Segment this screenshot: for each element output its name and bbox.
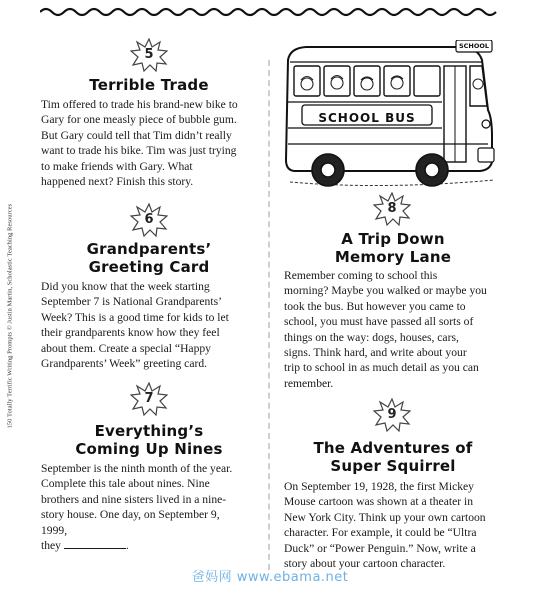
text-line: to make friends with Gary. What [41, 159, 193, 173]
text-line: On September 19, 1928, the first Mickey [284, 480, 474, 493]
blank-suffix: . [125, 539, 129, 553]
text-line: 1999, [41, 523, 68, 537]
prompt-number: 8 [387, 201, 397, 216]
prompt-body-9 [284, 479, 514, 571]
copyright-credit: 150 Totally Terrific Writing Prompts © Justin Martin, Scholastic Teaching Resources [6, 203, 14, 429]
prompt-number: 6 [144, 212, 154, 227]
star-badge-8 [373, 192, 411, 226]
text-line: Remember coming to school this [284, 269, 438, 282]
prompt-title-6-line2: Greeting Card [88, 258, 210, 276]
watermark-text: 爸妈网 www.ebama.net [191, 570, 349, 585]
text-line: about them. Create a special “Happy [41, 341, 211, 355]
prompt-title-5: Terrible Trade [89, 76, 209, 94]
text-line: school, you must have passed all sorts of [284, 315, 474, 329]
prompt-title-8-line1: A Trip Down [341, 230, 445, 248]
text-line: Grandparents’ Week” greeting card. [41, 357, 208, 371]
text-line: Mouse cartoon was shown at a theater in [284, 495, 473, 509]
text-line: morning? Maybe you walked or maybe you [284, 284, 487, 298]
text-line: happened next? Finish this story. [41, 175, 194, 189]
bus-side-sign: SCHOOL BUS [318, 111, 416, 125]
prompt-body-7 [41, 461, 269, 553]
text-line: their grandparents know how they feel [41, 326, 220, 340]
prompt-title-6-line1: Grandparents’ [86, 240, 212, 258]
star-badge-6 [130, 203, 168, 237]
prompt-body-6 [41, 279, 269, 371]
text-line: story about your cartoon character. [284, 557, 446, 571]
star-badge-7 [130, 382, 168, 416]
text-line: Duck” or “Power Penguin.” Now, write a [284, 541, 476, 555]
text-line: Week? This is a good time for kids to let [41, 310, 229, 324]
prompt-number: 5 [144, 47, 154, 62]
star-badge-5 [130, 38, 168, 72]
prompt-title-7-line1: Everything’s [94, 422, 204, 440]
text-line: Complete this tale about nines. Nine [41, 477, 210, 491]
text-line: New York City. Think up your own cartoon [284, 510, 486, 524]
text-line: September is the ninth month of the year. [41, 462, 233, 475]
top-wavy-border [40, 4, 500, 20]
bus-roof-sign: SCHOOL [458, 42, 490, 50]
prompt-title-9-line2: Super Squirrel [330, 457, 456, 475]
text-line: character. For example, it could be “Ultra [284, 526, 477, 540]
text-fragment: they [41, 539, 61, 553]
text-line: Did you know that the week starting [41, 280, 210, 293]
text-line: September 7 is National Grandparents’ [41, 295, 222, 309]
prompt-title-9-line1: The Adventures of [313, 439, 473, 457]
text-line: story house. One day, on September 9, [41, 508, 220, 522]
text-line: signs. Think hard, and write about your [284, 346, 467, 360]
star-badge-9 [373, 398, 411, 432]
text-line: remember. [284, 376, 334, 390]
text-line: took the bus. But however you came to [284, 299, 466, 313]
text-line: Gary for one measly piece of bubble gum. [41, 113, 237, 127]
text-line: things on the way: dogs, houses, cars, [284, 330, 459, 344]
prompt-title-8-line2: Memory Lane [334, 248, 452, 266]
prompt-number: 7 [144, 391, 154, 406]
text-line [41, 538, 269, 553]
prompt-title-7-line2: Coming Up Nines [75, 440, 223, 458]
text-line: But Gary could tell that Tim didn’t really [41, 128, 232, 142]
text-line: trip to school in as much detail as you can [284, 361, 479, 375]
text-line: brothers and nine sisters lived in a nine- [41, 492, 227, 506]
fill-in-blank [64, 538, 126, 549]
prompt-body-5 [41, 97, 269, 189]
prompt-number: 9 [387, 407, 397, 422]
text-line: want to trade his bike. Tim was just trying [41, 144, 237, 158]
prompt-body-8 [284, 268, 514, 391]
text-line: Tim offered to trade his brand-new bike to [41, 98, 238, 111]
